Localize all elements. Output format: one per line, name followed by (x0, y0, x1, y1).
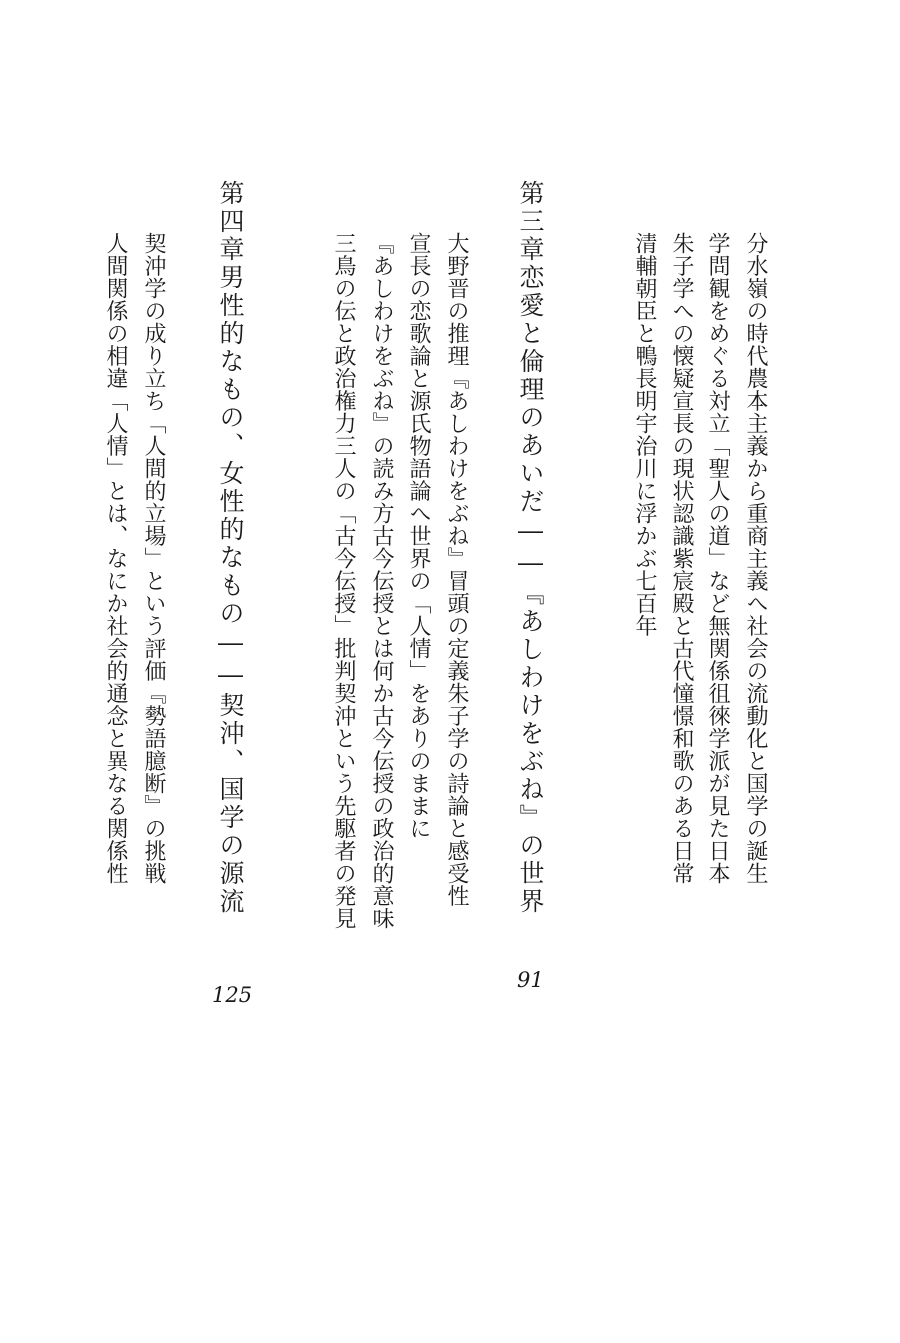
toc-line-watershed (744, 232, 766, 885)
toc-section-title: 清輔朝臣と鴨長明 (632, 232, 657, 412)
toc-section-title: 『あしわけをぶね』の読み方 (369, 232, 394, 525)
toc-subsection: 三人の「古今伝授」批判 (331, 434, 356, 682)
toc-subsection: 「人情」とは、なにか (103, 389, 128, 615)
toc-subsection: 契沖という先駆者の発見 (331, 682, 356, 930)
toc-line-human-relations (104, 232, 126, 885)
toc-line-learning-views (706, 232, 728, 885)
toc-line-norinaga-love (407, 232, 429, 840)
toc-subsection: 朱子学の詩論と感受性 (444, 682, 469, 907)
chapter4-page-number: 125 (212, 983, 253, 1007)
chapter3-heading (518, 180, 543, 916)
toc-subsection: 世界の「人情」をありのままに (406, 524, 431, 840)
toc-section-title: 契沖学の成り立ち (141, 232, 166, 412)
toc-subsection: 歌論と源氏物語論へ (406, 322, 431, 525)
toc-subsection: 古今伝授の政治的意味 (369, 704, 394, 930)
toc-line-keichu-study (142, 232, 164, 885)
toc-section-title: 学問観をめぐる対立 (705, 232, 730, 435)
chapter3-label: 第三章 (516, 180, 545, 264)
chapter3-title: 恋愛と倫理のあいだ――『あしわけをぶね』の世界 (516, 264, 545, 916)
toc-subsection: 宇治川に浮かぶ七百年 (632, 412, 657, 637)
toc-line-santori (332, 232, 354, 930)
toc-subsection: 『あしわけをぶね』冒頭の定義 (444, 367, 469, 682)
chapter4-label: 第四章 (216, 180, 245, 264)
toc-section-title: 三鳥の伝と政治権力 (331, 232, 356, 435)
toc-subsection: 農本主義から重商主義へ (743, 367, 768, 615)
toc-line-ashiwake-reading (370, 232, 392, 930)
toc-line-ono-susumu (445, 232, 467, 907)
toc-line-kiyosuke (633, 232, 655, 637)
toc-section-title: 人間関係の相違 (103, 232, 128, 390)
toc-subsection: 古今伝授とは何か (369, 524, 394, 705)
toc-subsection: 和歌のある日常 (669, 727, 694, 885)
chapter4-title: 男性的なもの、女性的なもの――契沖、国学の源流 (216, 264, 245, 916)
chapter4-heading (218, 180, 243, 916)
toc-subsection: 宣長の現状認識 (669, 389, 694, 547)
toc-subsection: 『勢語臆断』の挑戦 (141, 682, 166, 885)
toc-subsection: 社会の流動化と国学の誕生 (743, 614, 768, 885)
toc-subsection: 社会的通念と異なる関係性 (103, 614, 128, 885)
toc-section-title: 朱子学への懐疑 (669, 232, 694, 390)
toc-subsection: 「人間的立場」という評価 (141, 412, 166, 682)
toc-section-title: 宣長の恋 (406, 232, 431, 322)
toc-line-neo-confucian-doubt (670, 232, 692, 885)
toc-section-title: 大野晋の推理 (444, 232, 469, 367)
toc-subsection: 徂徠学派が見た日本 (705, 682, 730, 885)
chapter3-page-number: 91 (517, 968, 544, 992)
toc-subsection: 紫宸殿と古代憧憬 (669, 547, 694, 727)
toc-section-title: 分水嶺の時代 (743, 232, 768, 367)
toc-subsection: 「聖人の道」など無関係 (705, 434, 730, 682)
